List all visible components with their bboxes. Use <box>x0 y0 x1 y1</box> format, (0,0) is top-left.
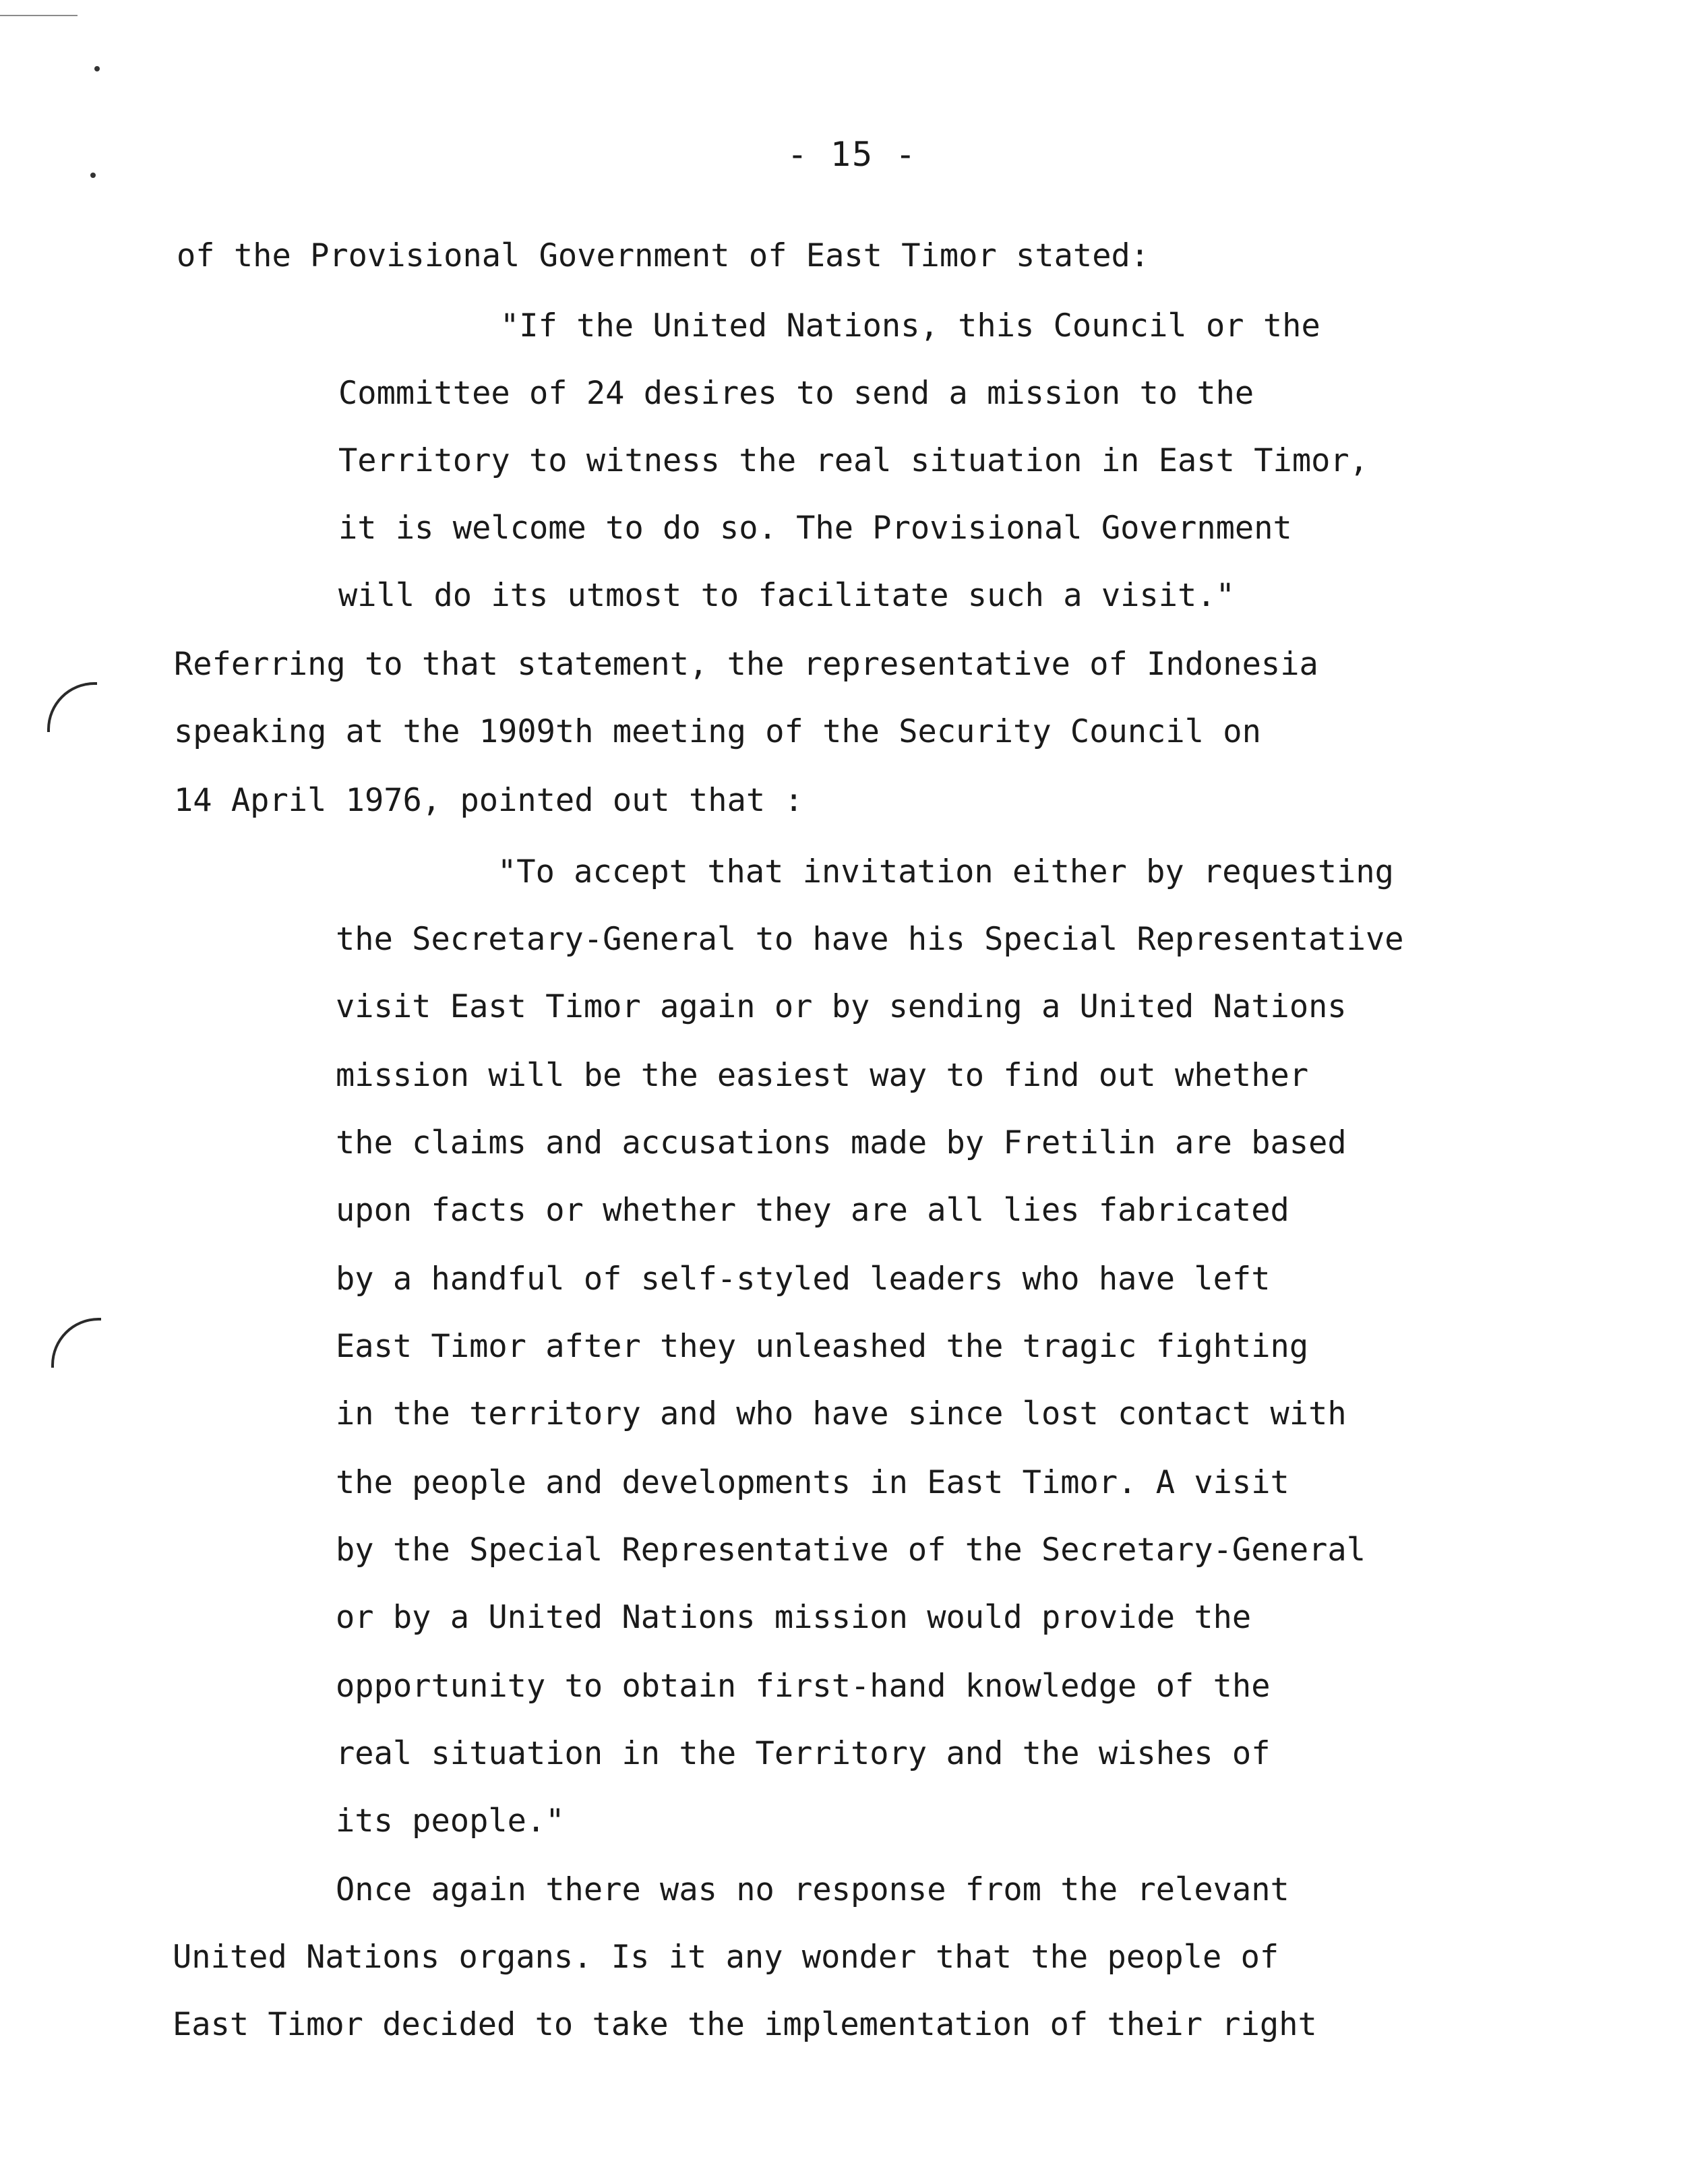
quote-line: by the Special Representative of the Secretary-General <box>336 1531 1366 1569</box>
text-line: United Nations organs. Is it any wonder that the people of <box>173 1939 1279 1976</box>
quote-line: will do its utmost to facilitate such a visit." <box>338 577 1235 614</box>
quote-line: Committee of 24 desires to send a mission to the <box>338 375 1254 412</box>
quote-line: or by a United Nations mission would provide the <box>336 1599 1252 1636</box>
quote-line: visit East Timor again or by sending a United Nations <box>336 988 1347 1025</box>
quote-line: mission will be the easiest way to find out whether <box>336 1057 1309 1094</box>
quote-line: Territory to witness the real situation in East Timor, <box>338 442 1369 479</box>
quote-line: the claims and accusations made by Fretilin are based <box>336 1124 1347 1161</box>
text-line: Referring to that statement, the representative of Indonesia <box>174 646 1318 683</box>
text-line: East Timor decided to take the implementation of their right <box>173 2006 1317 2043</box>
page-number: - 15 - <box>787 135 917 174</box>
quote-line: it is welcome to do so. The Provisional Government <box>338 510 1292 547</box>
punch-hole-mark <box>47 682 97 732</box>
quote-line: "To accept that invitation either by requesting <box>497 853 1394 890</box>
text-line: of the Provisional Government of East Timor stated: <box>177 237 1150 274</box>
text-line: 14 April 1976, pointed out that : <box>174 782 803 819</box>
quote-line: real situation in the Territory and the wishes of <box>336 1735 1271 1772</box>
quote-line: by a handful of self-styled leaders who have left <box>336 1261 1271 1298</box>
quote-line: upon facts or whether they are all lies fabricated <box>336 1192 1289 1229</box>
quote-line: the people and developments in East Timor. A visit <box>336 1464 1289 1501</box>
scan-edge-mark <box>0 15 78 16</box>
quote-line: its people." <box>336 1802 565 1840</box>
quote-line: "If the United Nations, this Council or the <box>500 307 1320 344</box>
quote-line: the Secretary-General to have his Special Representative <box>336 921 1404 958</box>
punch-hole-mark <box>51 1318 101 1368</box>
quote-line: in the territory and who have since lost contact with <box>336 1395 1347 1432</box>
quote-line: East Timor after they unleashed the tragic fighting <box>336 1328 1309 1365</box>
text-line: speaking at the 1909th meeting of the Security Council on <box>174 713 1261 750</box>
scan-speck <box>94 66 100 71</box>
quote-line: opportunity to obtain first-hand knowledge of the <box>336 1668 1271 1705</box>
text-line: Once again there was no response from the relevant <box>336 1871 1289 1908</box>
